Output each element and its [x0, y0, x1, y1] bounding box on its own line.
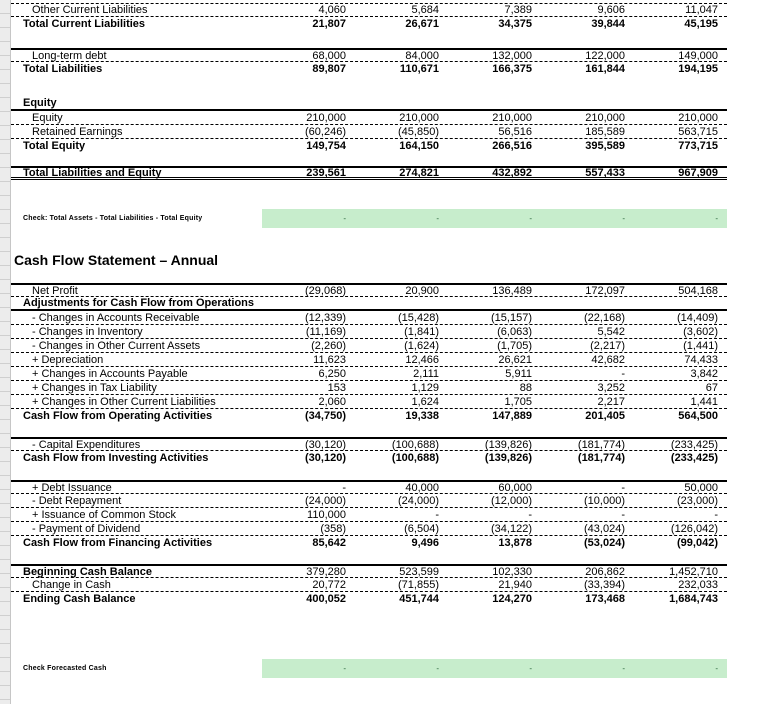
row-label[interactable]: Ending Cash Balance [23, 593, 136, 605]
check-cell[interactable]: - [355, 659, 448, 678]
value-cell[interactable]: 13,878 [498, 537, 532, 549]
value-cell[interactable]: 3,842 [690, 367, 718, 380]
value-cell[interactable]: 5,911 [505, 367, 532, 380]
value-cell[interactable]: (1,841) [404, 325, 439, 338]
table-row [11, 297, 727, 311]
row-header-gutter [0, 0, 11, 704]
table-row [11, 97, 727, 111]
table-row [11, 522, 727, 536]
value-cell[interactable]: (12,000) [491, 494, 532, 507]
value-cell[interactable]: (6,063) [497, 325, 532, 338]
value-cell[interactable]: (60,246) [305, 125, 346, 138]
value-cell[interactable]: 504,168 [678, 284, 718, 297]
row-label[interactable]: + Issuance of Common Stock [32, 508, 176, 521]
spacer-row [11, 180, 727, 209]
row-label[interactable]: - Capital Expenditures [32, 438, 141, 451]
check-cell[interactable]: - [262, 209, 355, 228]
value-cell[interactable]: 147,889 [492, 410, 532, 422]
section-header[interactable]: Equity [23, 97, 57, 109]
value-cell[interactable]: (10,000) [584, 494, 625, 507]
value-cell[interactable]: 210,000 [306, 111, 346, 124]
check-cell[interactable]: - [634, 209, 727, 228]
row-label[interactable]: + Changes in Other Current Liabilities [32, 395, 216, 408]
spacer-row [11, 228, 727, 250]
row-label[interactable]: Equity [32, 111, 63, 124]
value-cell[interactable]: (33,394) [584, 578, 625, 591]
value-cell[interactable]: 967,909 [678, 166, 718, 179]
value-cell[interactable]: 451,744 [399, 593, 439, 605]
value-cell[interactable]: (15,428) [398, 311, 439, 324]
value-cell[interactable]: (43,024) [584, 522, 625, 535]
value-cell[interactable]: 210,000 [399, 111, 439, 124]
value-cell[interactable]: 206,862 [585, 565, 625, 578]
spreadsheet-area [11, 0, 727, 678]
value-cell[interactable]: 379,280 [306, 565, 346, 578]
value-cell[interactable]: - [528, 508, 532, 521]
table-row [11, 250, 727, 270]
row-label[interactable]: - Changes in Other Current Assets [32, 339, 201, 352]
value-cell[interactable]: (11,169) [305, 325, 346, 338]
table-row [11, 659, 727, 678]
value-cell[interactable]: 136,489 [492, 284, 532, 297]
table-row [11, 339, 727, 353]
value-cell[interactable]: 172,097 [585, 284, 625, 297]
value-cell[interactable]: (24,000) [398, 494, 439, 507]
check-cell[interactable]: - [541, 659, 634, 678]
value-cell[interactable]: 74,433 [684, 353, 718, 366]
row-label[interactable]: Total Liabilities [23, 63, 103, 75]
table-row [11, 578, 727, 592]
value-cell[interactable]: (139,826) [484, 438, 532, 451]
value-cell[interactable]: 239,561 [306, 166, 346, 179]
value-cell[interactable]: 20,772 [312, 578, 346, 591]
value-cell[interactable]: 85,642 [312, 537, 346, 549]
row-label[interactable]: + Changes in Tax Liability [32, 381, 157, 394]
check-label[interactable]: Check Forecasted Cash [23, 664, 107, 672]
row-label[interactable]: Retained Earnings [32, 125, 123, 138]
value-cell[interactable]: 132,000 [492, 49, 532, 62]
table-row [11, 209, 727, 228]
value-cell[interactable]: (3,602) [683, 325, 718, 338]
value-cell[interactable]: (23,000) [677, 494, 718, 507]
table-row [11, 451, 727, 465]
value-cell[interactable]: 60,000 [498, 481, 532, 494]
value-cell[interactable]: 67 [705, 381, 718, 394]
value-cell[interactable]: 42,682 [591, 353, 625, 366]
table-row [11, 325, 727, 339]
spacer-row [11, 423, 727, 437]
value-cell[interactable]: (1,441) [683, 339, 718, 352]
value-cell[interactable]: - [714, 508, 718, 521]
value-cell[interactable]: (139,826) [484, 452, 532, 464]
value-cell[interactable]: 21,940 [498, 578, 532, 591]
value-cell[interactable]: 210,000 [585, 111, 625, 124]
value-cell[interactable]: (181,774) [577, 452, 625, 464]
value-cell[interactable]: 400,052 [306, 593, 346, 605]
value-cell[interactable]: 26,671 [405, 18, 439, 30]
value-cell[interactable]: (181,774) [577, 438, 625, 451]
value-cell[interactable]: 9,606 [597, 4, 625, 16]
value-cell[interactable]: (100,688) [391, 438, 439, 451]
spacer-row [11, 76, 727, 97]
value-cell[interactable]: 122,000 [585, 49, 625, 62]
value-cell[interactable]: - [621, 481, 625, 494]
spacer-row [11, 550, 727, 564]
table-row [11, 381, 727, 395]
value-cell[interactable]: 12,466 [405, 353, 439, 366]
value-cell[interactable]: (22,168) [584, 311, 625, 324]
value-cell[interactable]: 20,900 [405, 284, 439, 297]
table-row [11, 139, 727, 153]
check-cell[interactable]: - [262, 659, 355, 678]
value-cell[interactable]: (45,850) [398, 125, 439, 138]
value-cell[interactable]: 56,516 [498, 125, 532, 138]
value-cell[interactable]: (2,260) [311, 339, 346, 352]
value-cell[interactable]: (29,068) [305, 284, 346, 297]
value-cell[interactable]: 3,252 [597, 381, 625, 394]
table-row [11, 353, 727, 367]
row-label[interactable]: - Payment of Dividend [32, 522, 141, 535]
value-cell[interactable]: 432,892 [492, 166, 532, 179]
value-cell[interactable]: - [621, 508, 625, 521]
table-row [11, 395, 727, 409]
value-cell[interactable]: 166,375 [492, 63, 532, 75]
row-label[interactable]: - Changes in Accounts Receivable [32, 311, 200, 324]
check-cell[interactable]: - [448, 659, 541, 678]
value-cell[interactable]: - [621, 367, 625, 380]
value-cell[interactable]: 26,621 [498, 353, 532, 366]
value-cell[interactable]: (233,425) [670, 452, 718, 464]
row-label[interactable]: Net Profit [32, 284, 78, 297]
value-cell[interactable]: (126,042) [670, 522, 718, 535]
value-cell[interactable]: 1,129 [411, 381, 439, 394]
table-row [11, 3, 727, 17]
value-cell[interactable]: 84,000 [405, 49, 439, 62]
value-cell[interactable]: 194,195 [678, 63, 718, 75]
table-row [11, 17, 727, 31]
value-cell[interactable]: (14,409) [677, 311, 718, 324]
value-cell[interactable]: 557,433 [585, 166, 625, 179]
table-row [11, 311, 727, 325]
table-row [11, 166, 727, 180]
value-cell[interactable]: 1,624 [411, 395, 439, 408]
row-label[interactable]: Total Current Liabilities [23, 18, 146, 30]
table-row [11, 48, 727, 62]
spacer-row [11, 153, 727, 166]
value-cell[interactable]: (12,339) [305, 311, 346, 324]
value-cell[interactable]: 7,389 [504, 4, 532, 16]
value-cell[interactable]: 210,000 [678, 111, 718, 124]
check-label[interactable]: Check: Total Assets - Total Liabilities - Total Equity [23, 214, 203, 222]
value-cell[interactable]: (6,504) [404, 522, 439, 535]
value-cell[interactable]: 19,338 [405, 410, 439, 422]
value-cell[interactable]: 40,000 [405, 481, 439, 494]
value-cell[interactable]: 68,000 [312, 49, 346, 62]
spacer-row [11, 270, 727, 283]
value-cell[interactable]: 564,500 [678, 410, 718, 422]
value-cell[interactable]: 11,623 [313, 353, 346, 366]
row-label[interactable]: Other Current Liabilities [32, 4, 148, 16]
row-label[interactable]: Cash Flow from Operating Activities [23, 410, 213, 422]
value-cell[interactable]: 50,000 [684, 481, 718, 494]
value-cell[interactable]: 1,452,710 [669, 565, 718, 578]
value-cell[interactable]: 45,195 [684, 18, 718, 30]
value-cell[interactable]: (53,024) [584, 537, 625, 549]
value-cell[interactable]: - [435, 508, 439, 521]
row-label[interactable]: + Changes in Accounts Payable [32, 367, 188, 380]
section-header[interactable]: Adjustments for Cash Flow from Operations [23, 297, 255, 309]
table-row [11, 367, 727, 381]
row-label[interactable]: Total Liabilities and Equity [23, 166, 162, 179]
value-cell[interactable]: 39,844 [591, 18, 625, 30]
value-cell[interactable]: (358) [320, 522, 346, 535]
value-cell[interactable]: 395,589 [585, 140, 625, 152]
value-cell[interactable]: 124,270 [492, 593, 532, 605]
value-cell[interactable]: 185,589 [585, 125, 625, 138]
row-label[interactable]: - Changes in Inventory [32, 325, 143, 338]
row-label[interactable]: Beginning Cash Balance [23, 565, 152, 578]
value-cell[interactable]: (1,624) [404, 339, 439, 352]
value-cell[interactable]: 153 [327, 381, 346, 394]
row-label[interactable]: + Debt Issuance [32, 481, 112, 494]
table-row [11, 564, 727, 578]
spacer-row [11, 606, 727, 659]
value-cell[interactable]: 1,684,743 [669, 593, 718, 605]
value-cell[interactable]: (34,122) [491, 522, 532, 535]
value-cell[interactable]: 11,047 [685, 4, 718, 16]
table-row [11, 592, 727, 606]
value-cell[interactable]: 149,000 [678, 49, 718, 62]
check-cell[interactable]: - [355, 209, 448, 228]
row-label[interactable]: - Debt Repayment [32, 494, 122, 507]
value-cell[interactable]: 88 [519, 381, 532, 394]
value-cell[interactable]: 9,496 [411, 537, 439, 549]
value-cell[interactable]: 173,468 [585, 593, 625, 605]
value-cell[interactable]: 201,405 [585, 410, 625, 422]
value-cell[interactable]: 102,330 [492, 565, 532, 578]
value-cell[interactable]: 1,705 [504, 395, 532, 408]
table-row [11, 536, 727, 550]
value-cell[interactable]: 232,033 [678, 578, 718, 591]
check-cell[interactable]: - [448, 209, 541, 228]
value-cell[interactable]: 161,844 [585, 63, 625, 75]
value-cell[interactable]: 523,599 [399, 565, 439, 578]
spacer-row [11, 465, 727, 480]
table-row [11, 480, 727, 494]
value-cell[interactable]: 1,441 [690, 395, 718, 408]
value-cell[interactable]: 274,821 [399, 166, 439, 179]
value-cell[interactable]: (71,855) [398, 578, 439, 591]
value-cell[interactable]: 149,754 [306, 140, 346, 152]
value-cell[interactable]: 563,715 [678, 125, 718, 138]
table-row [11, 409, 727, 423]
row-label[interactable]: Total Equity [23, 140, 86, 152]
table-row [11, 62, 727, 76]
value-cell[interactable]: (2,217) [590, 339, 625, 352]
statement-title[interactable]: Cash Flow Statement – Annual [14, 252, 219, 268]
table-row [11, 125, 727, 139]
table-row [11, 283, 727, 297]
value-cell[interactable]: 2,060 [318, 395, 346, 408]
value-cell[interactable]: 110,671 [399, 63, 439, 75]
value-cell[interactable]: - [342, 481, 346, 494]
table-row [11, 437, 727, 451]
row-label[interactable]: Change in Cash [32, 578, 111, 591]
value-cell[interactable]: 2,111 [413, 367, 439, 380]
value-cell[interactable]: 210,000 [492, 111, 532, 124]
value-cell[interactable]: 2,217 [597, 395, 625, 408]
value-cell[interactable]: 110,000 [307, 508, 346, 521]
value-cell[interactable]: 89,807 [312, 63, 346, 75]
value-cell[interactable]: (1,705) [497, 339, 532, 352]
value-cell[interactable]: 5,684 [411, 4, 439, 16]
row-label[interactable]: Cash Flow from Investing Activities [23, 452, 209, 464]
value-cell[interactable]: (34,750) [305, 410, 346, 422]
value-cell[interactable]: 266,516 [492, 140, 532, 152]
value-cell[interactable]: 21,807 [312, 18, 346, 30]
check-cell[interactable]: - [634, 659, 727, 678]
table-row [11, 494, 727, 508]
value-cell[interactable]: (30,120) [305, 452, 346, 464]
table-row [11, 111, 727, 125]
value-cell[interactable]: 5,542 [597, 325, 625, 338]
sheet-rows [11, 0, 727, 678]
value-cell[interactable]: (233,425) [670, 438, 718, 451]
value-cell[interactable]: (100,688) [391, 452, 439, 464]
value-cell[interactable]: 773,715 [678, 140, 718, 152]
value-cell[interactable]: (24,000) [305, 494, 346, 507]
value-cell[interactable]: (15,157) [491, 311, 532, 324]
spacer-row [11, 31, 727, 48]
table-row [11, 508, 727, 522]
value-cell[interactable]: (99,042) [677, 537, 718, 549]
row-label[interactable]: + Depreciation [32, 353, 104, 366]
row-label[interactable]: Long-term debt [32, 49, 107, 62]
value-cell[interactable]: (30,120) [305, 438, 346, 451]
value-cell[interactable]: 6,250 [318, 367, 346, 380]
value-cell[interactable]: 164,150 [399, 140, 439, 152]
value-cell[interactable]: 34,375 [498, 18, 532, 30]
row-label[interactable]: Cash Flow from Financing Activities [23, 537, 213, 549]
check-cell[interactable]: - [541, 209, 634, 228]
value-cell[interactable]: 4,060 [318, 4, 346, 16]
